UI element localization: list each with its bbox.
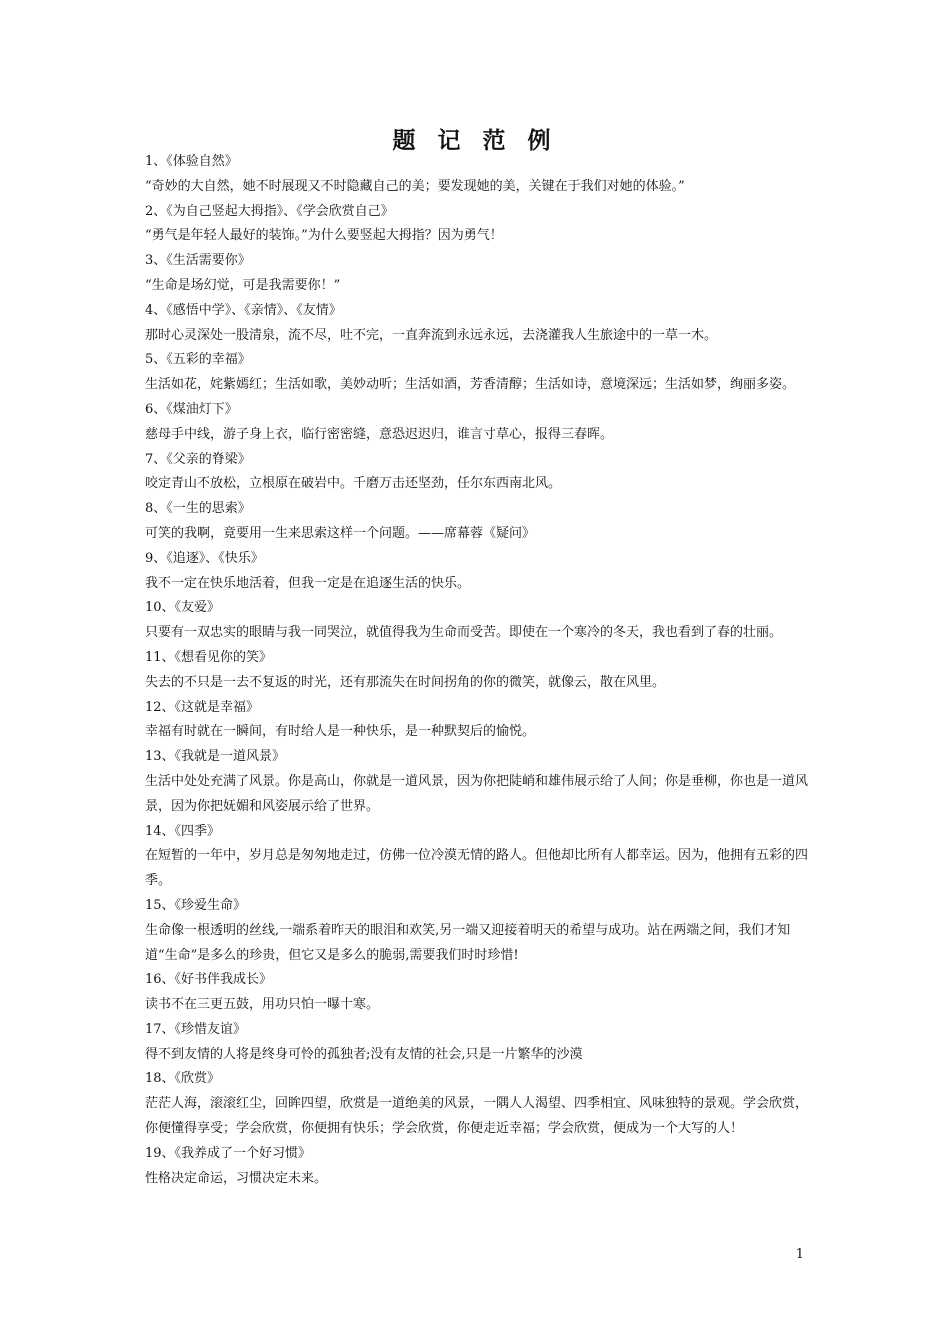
entry-text: 只要有一双忠实的眼睛与我一同哭泣，就值得我为生命而受苦。即使在一个寒冷的冬天，我也看到了春的壮丽。: [145, 625, 783, 641]
entry-heading: 17、《珍惜友谊》: [145, 1021, 247, 1037]
entry-heading: 3、《生活需要你》: [145, 253, 251, 269]
entry-heading: 9、《追逐》、《快乐》: [145, 550, 264, 566]
entry-heading: 18、《欣赏》: [145, 1071, 221, 1087]
document-title: 题 记 范 例: [392, 128, 558, 154]
entry-heading: 14、《四季》: [145, 823, 221, 839]
entry-text: 生命像一根透明的丝线,一端系着昨天的眼泪和欢笑,另一端又迎接着明天的希望与成功。站在两端之间，我们才知道“生命”是多么的珍贵，但它又是多么的脆弱,需要我们时时珍惜!: [145, 922, 791, 963]
entry-text: 读书不在三更五鼓，用功只怕一曝十寒。: [145, 997, 380, 1013]
entry-text: “生命是场幻觉，可是我需要你！”: [145, 277, 341, 293]
entry-heading: 13、《我就是一道风景》: [145, 749, 286, 765]
entry-text: 在短暂的一年中，岁月总是匆匆地走过，仿佛一位冷漠无情的路人。但他却比所有人都幸运。因为，他拥有五彩的四季。: [145, 848, 809, 889]
entry-text: 那时心灵深处一股清泉，流不尽，吐不完，一直奔流到永远永远，去浇灌我人生旅途中的一草一木。: [145, 327, 718, 343]
entry-text: 可笑的我啊，竟要用一生来思索这样一个问题。——席幕蓉《疑问》: [145, 525, 536, 541]
entry-heading: 5、《五彩的幸福》: [145, 352, 251, 368]
entry-heading: 10、《友爱》: [145, 600, 221, 616]
entry-heading: 1、《体验自然》: [145, 154, 238, 169]
entry-heading: 12、《这就是幸福》: [145, 699, 260, 715]
entry-text: 得不到友情的人将是终身可怜的孤独者;没有友情的社会,只是一片繁华的沙漠: [145, 1046, 583, 1062]
entry-text: 幸福有时就在一瞬间，有时给人是一种快乐，是一种默契后的愉悦。: [145, 724, 536, 740]
entry-text: “奇妙的大自然，她不时展现又不时隐藏自己的美；要发现她的美，关键在于我们对她的体验。”: [145, 178, 685, 194]
entry-heading: 4、《感悟中学》、《亲情》、《友情》: [145, 302, 342, 318]
entry-text: 性格决定命运，习惯决定未来。: [145, 1170, 328, 1186]
document-body: [145, 150, 810, 1191]
entry-heading: 6、《煤油灯下》: [145, 401, 238, 417]
entry-heading: 8、《一生的思索》: [145, 501, 251, 517]
entry-text: 我不一定在快乐地活着，但我一定是在追逐生活的快乐。: [145, 575, 471, 591]
entry-heading: 2、《为自己竖起大拇指》、《学会欣赏自己》: [145, 203, 394, 219]
entry-text: 茫茫人海，滚滚红尘，回眸四望，欣赏是一道绝美的风景，一隅人人渴望、四季相宜、风味独特的景观。学会欣赏，你便懂得享受；学会欣赏，你便拥有快乐；学会欣赏，你便走近幸福；学会欣赏，便成为一个大写的人！: [145, 1096, 809, 1137]
entry-heading: 16、《好书伴我成长》: [145, 972, 273, 988]
entry-heading: 11、《想看见你的笑》: [145, 649, 273, 665]
entry-text: “勇气是年轻人最好的装饰。”为什么要竖起大拇指？因为勇气！: [145, 228, 503, 244]
entry-text: 失去的不只是一去不复返的时光，还有那流失在时间拐角的你的微笑，就像云，散在风里。: [145, 674, 666, 690]
entry-text: 慈母手中线，游子身上衣，临行密密缝，意恐迟迟归，谁言寸草心，报得三春晖。: [145, 426, 614, 442]
page-number: 1: [795, 1247, 804, 1262]
entry-text: 生活如花，姹紫嫣红；生活如歌，美妙动听；生活如酒，芳香清醇；生活如诗，意境深远；生活如梦，绚丽多姿。: [145, 377, 796, 393]
entry-text: 咬定青山不放松，立根原在破岩中。千磨万击还坚劲，任尔东西南北风。: [145, 476, 562, 492]
entry-heading: 7、《父亲的脊梁》: [145, 451, 251, 467]
entry-text: 生活中处处充满了风景。你是高山，你就是一道风景，因为你把陡峭和雄伟展示给了人间；你是垂柳，你也是一道风景，因为你把妩媚和风姿展示给了世界。: [145, 773, 809, 814]
entry-heading: 15、《珍爱生命》: [145, 897, 247, 913]
entry-heading: 19、《我养成了一个好习惯》: [145, 1145, 312, 1161]
